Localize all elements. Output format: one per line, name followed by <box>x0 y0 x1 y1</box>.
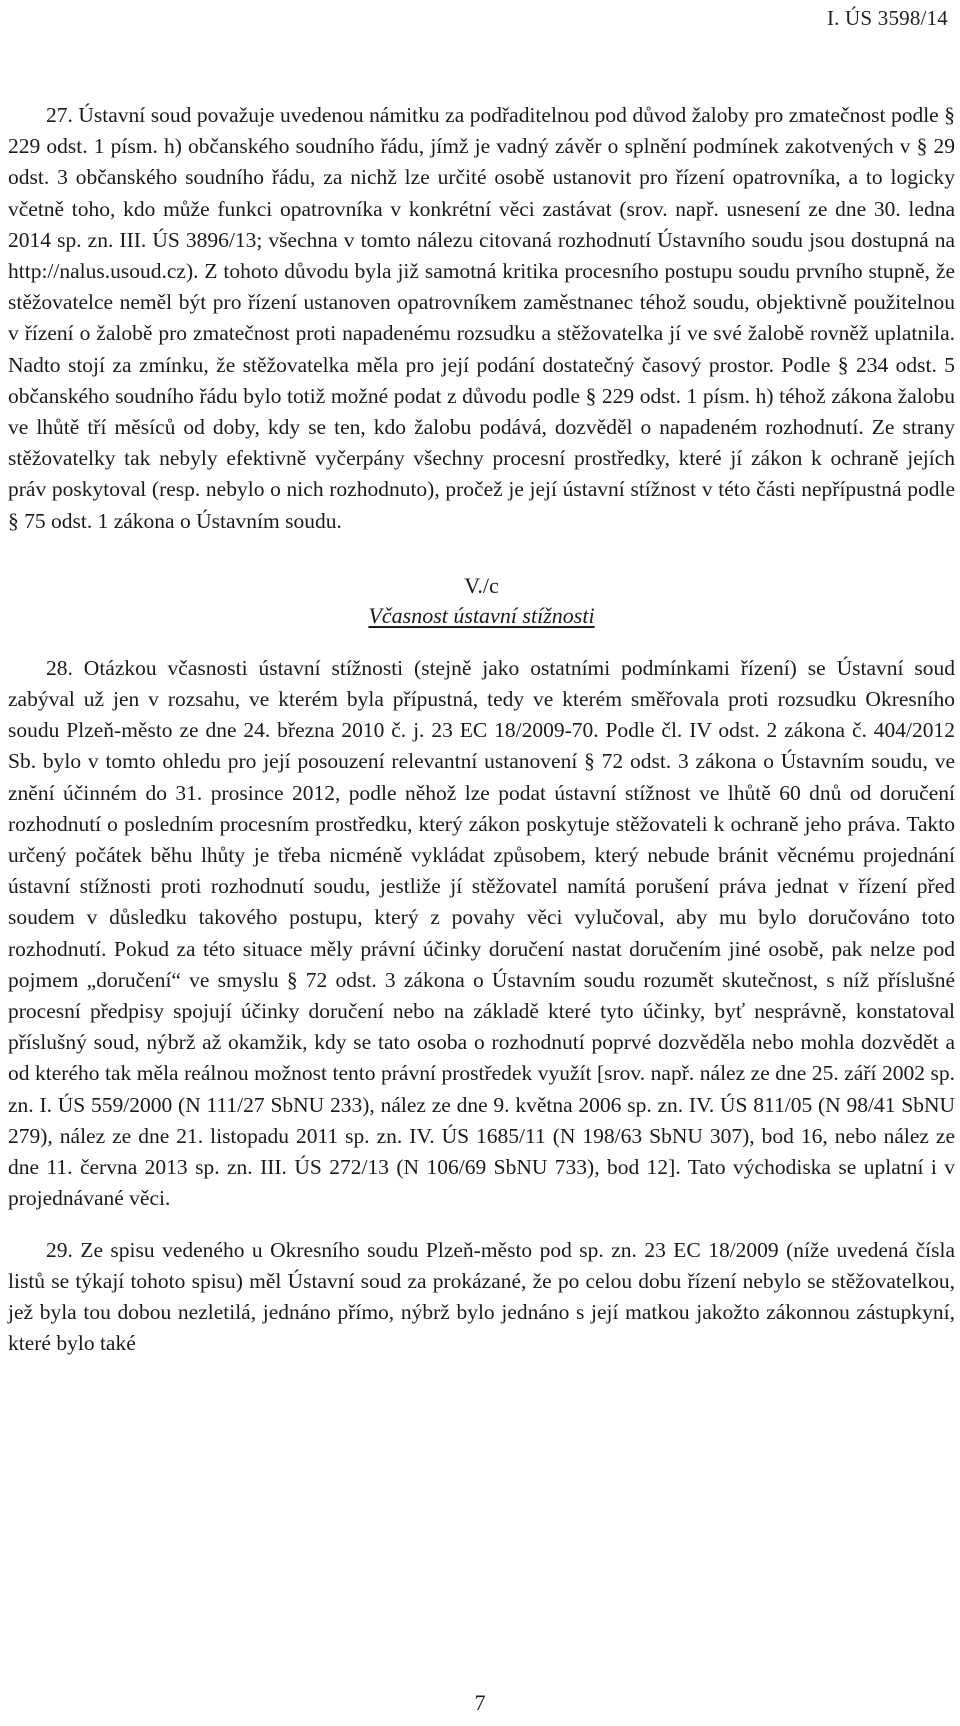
paragraph-28: 28. Otázkou včasnosti ústavní stížnosti (stejně jako ostatními podmínkami řízení) se Ústavní soud zabýval už jen v rozsahu, ve kterém byla přípustná, tedy ve kterém směřovala proti rozsudku Okresního soudu Plzeň-město ze dne 24. března 2010 č. j. 23 EC 18/2009-70. Podle čl. IV odst. 2 zákona č. 404/2012 Sb. bylo v tomto ohledu pro její posouzení relevantní ustanovení § 72 odst. 3 zákona o Ústavním soudu, ve znění účinném do 31. prosince 2012, podle něhož lze podat ústavní stížnost ve lhůtě 60 dnů od doručení rozhodnutí o posledním procesním prostředku, který zákon poskytuje stěžovateli k ochraně jeho práva. Takto určený počátek běhu lhůty je třeba nicméně vykládat způsobem, který nebude bránit věcnému projednání ústavní stížnosti proti rozhodnutí soudu, jestliže jí stěžovatel namítá porušení práva jednat v řízení před soudem v důsledku takového postupu, který z povahy věci vylučoval, aby mu bylo doručováno toto rozhodnutí. Pokud za této situace měly právní účinky doručení nastat doručením jiné osobě, pak nelze pod pojmem „doručení“ ve smyslu § 72 odst. 3 zákona o Ústavním soudu rozumět skutečnost, s níž příslušné procesní předpisy spojují účinky doručení nebo na základě které tyto účinky, byť nesprávně, konstatoval příslušný soud, nýbrž až okamžik, kdy se tato osoba o rozhodnutí poprvé dozvěděla nebo mohla dozvědět a od kterého tak měla reálnou možnost tento právní prostředek využít [srov. např. nález ze dne 25. září 2002 sp. zn. I. ÚS 559/2000 (N 111/27 SbNU 233), nález ze dne 9. května 2006 sp. zn. IV. ÚS 811/05 (N 98/41 SbNU 279), nález ze dne 21. listopadu 2011 sp. zn. IV. ÚS 1685/11 (N 198/63 SbNU 307), bod 16, nebo nález ze dne 11. června 2013 sp. zn. III. ÚS 272/13 (N 106/69 SbNU 733), bod 12]. Tato východiska se uplatní i v projednávané věci. <box>8 655 955 1211</box>
page-number: 7 <box>474 1690 486 1715</box>
section-heading <box>8 571 955 631</box>
paragraph-29: 29. Ze spisu vedeného u Okresního soudu Plzeň-město pod sp. zn. 23 EC 18/2009 (níže uvedená čísla listů se týkají tohoto spisu) měl Ústavní soud za prokázané, že po celou dobu řízení nebylo se stěžovatelkou, jež byla tou dobou nezletilá, jednáno přímo, nýbrž bylo jednáno s její matkou jakožto zákonnou zástupkyní, které bylo také <box>8 1237 955 1356</box>
section-number: V./c <box>464 572 499 598</box>
document-body <box>8 100 955 1359</box>
case-reference: I. ÚS 3598/14 <box>826 6 948 30</box>
section-title: Včasnost ústavní stížnosti <box>368 602 595 628</box>
paragraph-27: 27. Ústavní soud považuje uvedenou námitku za podřaditelnou pod důvod žaloby pro zmatečnost podle § 229 odst. 1 písm. h) občanského soudního řádu, jímž je vadný závěr o splnění podmínek zakotvených v § 29 odst. 3 občanského soudního řádu, za nichž lze určité osobě ustanovit pro řízení opatrovníka, a to logicky včetně toho, kdo může funkci opatrovníka v konkrétní věci zastávat (srov. např. usnesení ze dne 30. ledna 2014 sp. zn. III. ÚS 3896/13; všechna v tomto nálezu citovaná rozhodnutí Ústavního soudu jsou dostupná na http://nalus.usoud.cz). Z tohoto důvodu byla již samotná kritika procesního postupu soudu prvního stupně, že stěžovatelce neměl být pro řízení ustanoven opatrovníkem zaměstnanec téhož soudu, objektivně použitelnou v řízení o žalobě pro zmatečnost proti napadenému rozsudku a stěžovatelka jí ve své žalobě rovněž uplatnila. Nadto stojí za zmínku, že stěžovatelka měla pro její podání dostatečný časový prostor. Podle § 234 odst. 5 občanského soudního řádu bylo totiž možné podat z důvodu podle § 229 odst. 1 písm. h) téhož zákona žalobu ve lhůtě tří měsíců od doby, kdy se ten, kdo žalobu podává, dozvěděl o napadeném rozhodnutí. Ze strany stěžovatelky tak nebyly efektivně vyčerpány všechny procesní prostředky, které jí zákon k ochraně jejích práv poskytoval (resp. nebylo o nich rozhodnuto), pročež je její ústavní stížnost v této části nepřípustná podle § 75 odst. 1 zákona o Ústavním soudu. <box>8 103 955 533</box>
